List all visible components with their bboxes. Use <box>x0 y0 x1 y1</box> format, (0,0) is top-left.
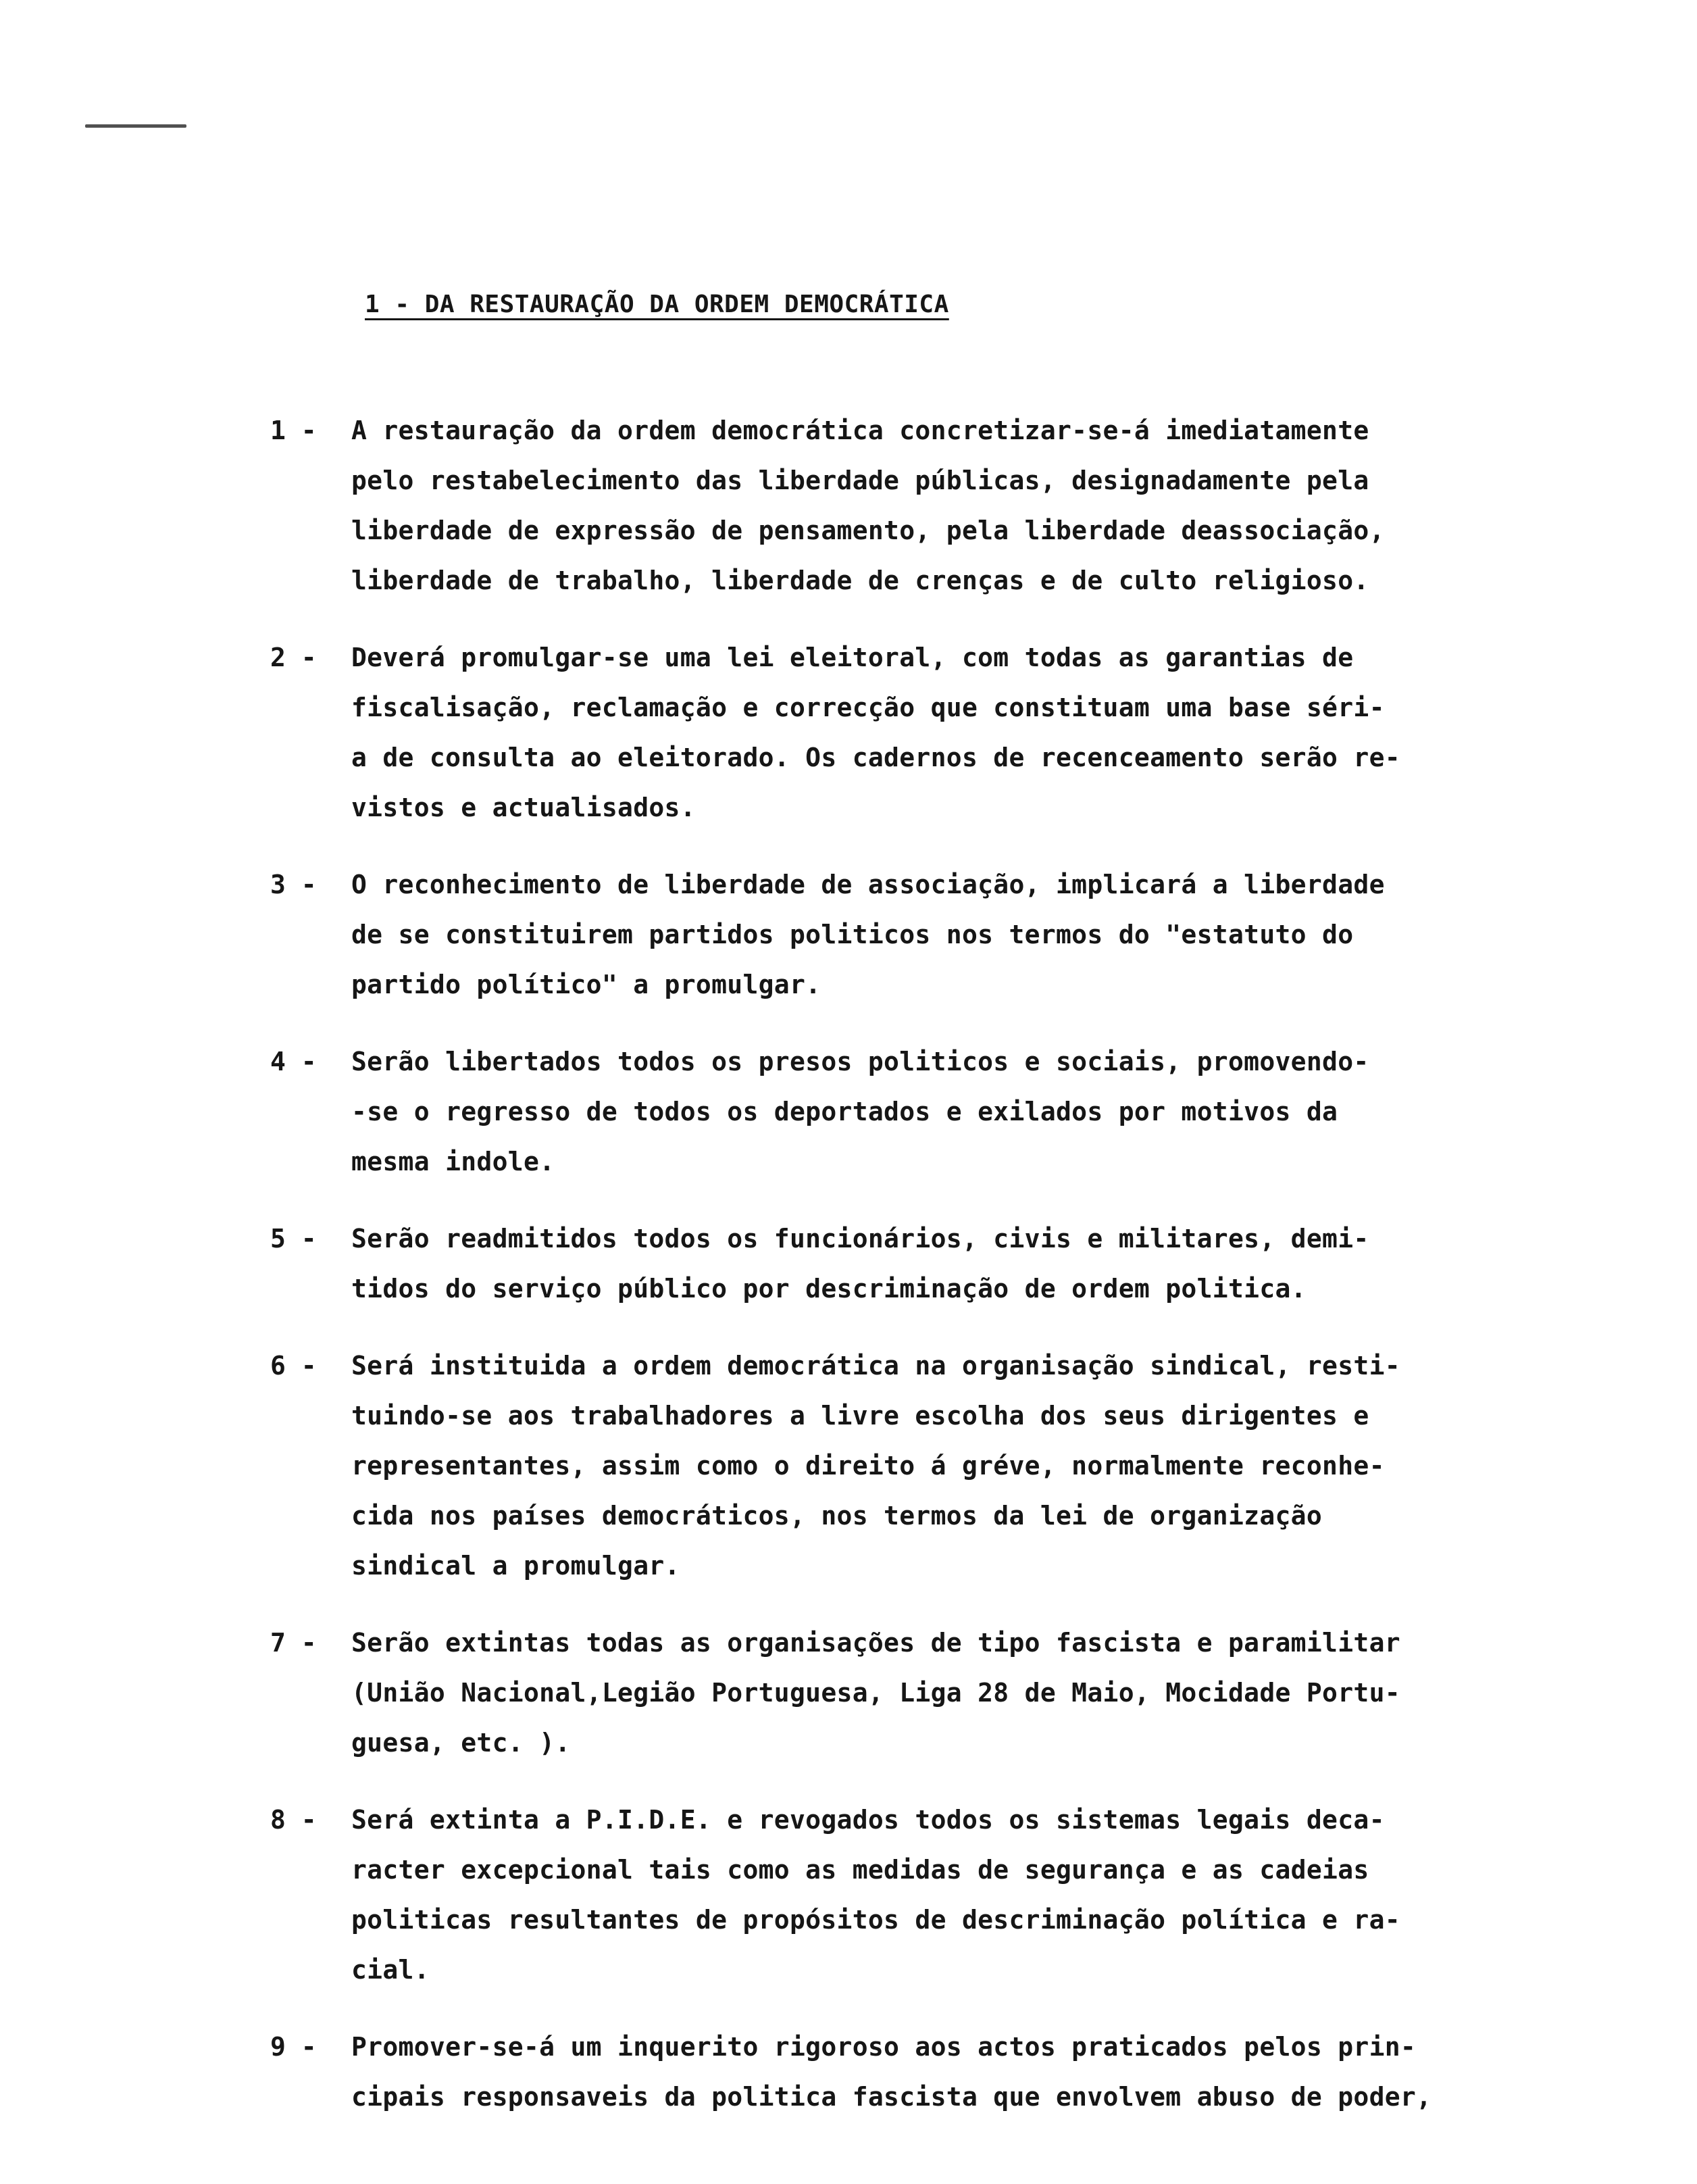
item-text <box>351 2022 1594 2122</box>
item-number: 7 - <box>270 1628 317 1658</box>
text-line: partido político" a promulgar. <box>351 970 821 999</box>
list-item <box>270 1618 1594 1768</box>
item-number: 4 - <box>270 1047 317 1076</box>
text-line: Serão extintas todas as organisações de tipo fascista e paramilitar <box>351 1628 1400 1658</box>
list-item <box>270 632 1594 833</box>
item-number: 1 - <box>270 416 317 445</box>
list-item <box>270 405 1594 605</box>
item-text <box>351 632 1594 833</box>
text-line: Promover-se-á um inquerito rigoroso aos actos praticados pelos prin- <box>351 2032 1417 2062</box>
text-line: fiscalisação, reclamação e correcção que constituam uma base séri- <box>351 693 1385 722</box>
item-number: 2 - <box>270 643 317 672</box>
text-line: mesma indole. <box>351 1147 555 1176</box>
text-line: -se o regresso de todos os deportados e exilados por motivos da <box>351 1097 1338 1126</box>
text-line: representantes, assim como o direito á gréve, normalmente reconhe- <box>351 1451 1385 1481</box>
text-line: vistos e actualisados. <box>351 793 696 822</box>
scan-mark <box>85 124 186 128</box>
text-line: de se constituirem partidos politicos nos termos do "estatuto do <box>351 920 1354 949</box>
text-line: cial. <box>351 1955 430 1985</box>
list-item <box>270 2022 1594 2122</box>
text-line: pelo restabelecimento das liberdade públicas, designadamente pela <box>351 466 1369 495</box>
item-number: 8 - <box>270 1805 317 1835</box>
text-line: Será instituida a ordem democrática na organisação sindical, resti- <box>351 1351 1400 1381</box>
item-number: 9 - <box>270 2032 317 2062</box>
list-item <box>270 1795 1594 1995</box>
text-line: cida nos países democráticos, nos termos da lei de organização <box>351 1501 1323 1531</box>
text-line: Deverá promulgar-se uma lei eleitoral, com todas as garantias de <box>351 643 1354 672</box>
item-number: 3 - <box>270 870 317 899</box>
section-heading: 1 - DA RESTAURAÇÃO DA ORDEM DEMOCRÁTICA <box>365 291 949 318</box>
text-line: sindical a promulgar. <box>351 1551 680 1581</box>
text-line: tidos do serviço público por descriminação de ordem politica. <box>351 1274 1307 1304</box>
list-item <box>270 1341 1594 1591</box>
item-list <box>270 405 1594 2149</box>
list-item <box>270 1214 1594 1314</box>
item-text <box>351 1341 1594 1591</box>
text-line: Será extinta a P.I.D.E. e revogados todos os sistemas legais deca- <box>351 1805 1385 1835</box>
text-line: Serão readmitidos todos os funcionários, civis e militares, demi- <box>351 1224 1369 1254</box>
text-line: O reconhecimento de liberdade de associação, implicará a liberdade <box>351 870 1385 899</box>
item-text <box>351 860 1594 1010</box>
item-number: 5 - <box>270 1224 317 1254</box>
text-line: racter excepcional tais como as medidas de segurança e as cadeias <box>351 1855 1369 1885</box>
text-line: guesa, etc. ). <box>351 1728 571 1758</box>
text-line: a de consulta ao eleitorado. Os cadernos de recenceamento serão re- <box>351 743 1400 772</box>
item-text <box>351 1037 1594 1187</box>
item-number: 6 - <box>270 1351 317 1381</box>
list-item <box>270 860 1594 1010</box>
text-line: tuindo-se aos trabalhadores a livre escolha dos seus dirigentes e <box>351 1401 1369 1431</box>
text-line: politicas resultantes de propósitos de descriminação política e ra- <box>351 1905 1400 1935</box>
item-text <box>351 1618 1594 1768</box>
text-line: (União Nacional,Legião Portuguesa, Liga 28 de Maio, Mocidade Portu- <box>351 1678 1400 1708</box>
text-line: liberdade de expressão de pensamento, pela liberdade deassociação, <box>351 516 1385 545</box>
text-line: cipais responsaveis da politica fascista que envolvem abuso de poder, <box>351 2082 1432 2112</box>
list-item <box>270 1037 1594 1187</box>
item-text <box>351 1795 1594 1995</box>
text-line: A restauração da ordem democrática concretizar-se-á imediatamente <box>351 416 1369 445</box>
text-line: liberdade de trabalho, liberdade de crenças e de culto religioso. <box>351 566 1369 595</box>
item-text <box>351 1214 1594 1314</box>
item-text <box>351 405 1594 605</box>
text-line: Serão libertados todos os presos politicos e sociais, promovendo- <box>351 1047 1369 1076</box>
